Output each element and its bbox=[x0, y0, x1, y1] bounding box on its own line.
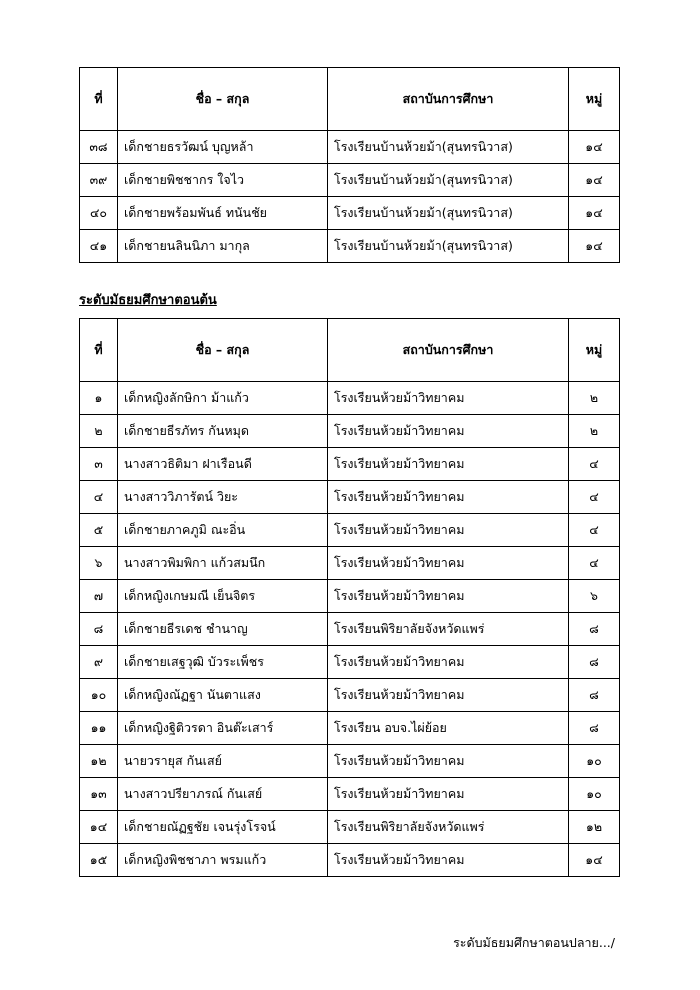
student-name: เด็กหญิงลักษิกา ม้าแก้ว bbox=[118, 382, 328, 415]
row-number: ๑๕ bbox=[80, 844, 118, 877]
row-number: ๓๘ bbox=[80, 131, 118, 164]
village-group: ๑๒ bbox=[569, 811, 620, 844]
student-name: เด็กชายธรวัฒน์ บุญหล้า bbox=[118, 131, 328, 164]
village-group: ๒ bbox=[569, 382, 620, 415]
student-name: เด็กชายณัฏฐชัย เจนรุ่งโรจน์ bbox=[118, 811, 328, 844]
table-row bbox=[80, 712, 620, 745]
table-row bbox=[80, 197, 620, 230]
table-row bbox=[80, 415, 620, 448]
school-name: โรงเรียนห้วยม้าวิทยาคม bbox=[328, 778, 569, 811]
student-name: นางสาววิภารัตน์ วิยะ bbox=[118, 481, 328, 514]
school-name: โรงเรียนห้วยม้าวิทยาคม bbox=[328, 547, 569, 580]
school-name: โรงเรียนบ้านห้วยม้า(สุนทรนิวาส) bbox=[328, 197, 569, 230]
village-group: ๔ bbox=[569, 514, 620, 547]
village-group: ๘ bbox=[569, 646, 620, 679]
village-group: ๖ bbox=[569, 580, 620, 613]
village-group: ๘ bbox=[569, 679, 620, 712]
school-name: โรงเรียน อบจ.ไผ่ย้อย bbox=[328, 712, 569, 745]
village-group: ๔ bbox=[569, 448, 620, 481]
table-body bbox=[80, 131, 620, 263]
school-name: โรงเรียนห้วยม้าวิทยาคม bbox=[328, 679, 569, 712]
table-row bbox=[80, 811, 620, 844]
school-name: โรงเรียนพิริยาลัยจังหวัดแพร่ bbox=[328, 811, 569, 844]
student-table-primary bbox=[79, 67, 620, 263]
student-name: เด็กชายเสฐวุฒิ บัวระเพ็ชร bbox=[118, 646, 328, 679]
village-group: ๘ bbox=[569, 613, 620, 646]
row-number: ๔๑ bbox=[80, 230, 118, 263]
student-name: เด็กชายภาคภูมิ ณะอิ่น bbox=[118, 514, 328, 547]
school-name: โรงเรียนพิริยาลัยจังหวัดแพร่ bbox=[328, 613, 569, 646]
student-name: นางสาวพิมพิกา แก้วสมนึก bbox=[118, 547, 328, 580]
table-header-row bbox=[80, 319, 620, 382]
table-row bbox=[80, 679, 620, 712]
school-name: โรงเรียนห้วยม้าวิทยาคม bbox=[328, 580, 569, 613]
table-row bbox=[80, 230, 620, 263]
school-name: โรงเรียนห้วยม้าวิทยาคม bbox=[328, 646, 569, 679]
school-name: โรงเรียนห้วยม้าวิทยาคม bbox=[328, 448, 569, 481]
student-name: นางสาวปรียาภรณ์ กันเสย์ bbox=[118, 778, 328, 811]
school-name: โรงเรียนห้วยม้าวิทยาคม bbox=[328, 382, 569, 415]
student-table-lower-secondary bbox=[79, 318, 620, 877]
table-row bbox=[80, 131, 620, 164]
row-number: ๑๒ bbox=[80, 745, 118, 778]
row-number: ๕ bbox=[80, 514, 118, 547]
village-group: ๑๔ bbox=[569, 197, 620, 230]
row-number: ๑ bbox=[80, 382, 118, 415]
school-name: โรงเรียนห้วยม้าวิทยาคม bbox=[328, 844, 569, 877]
table-row bbox=[80, 164, 620, 197]
header-no: ที่ bbox=[80, 319, 118, 382]
row-number: ๗ bbox=[80, 580, 118, 613]
row-number: ๓๙ bbox=[80, 164, 118, 197]
school-name: โรงเรียนห้วยม้าวิทยาคม bbox=[328, 481, 569, 514]
student-name: เด็กหญิงฐิติวรดา อินต๊ะเสาร์ bbox=[118, 712, 328, 745]
continuation-note: ระดับมัธยมศึกษาตอนปลาย.../ bbox=[453, 935, 615, 950]
village-group: ๑๔ bbox=[569, 230, 620, 263]
student-name: เด็กชายนลินนิภา มากุล bbox=[118, 230, 328, 263]
row-number: ๘ bbox=[80, 613, 118, 646]
row-number: ๒ bbox=[80, 415, 118, 448]
table-row bbox=[80, 844, 620, 877]
row-number: ๑๓ bbox=[80, 778, 118, 811]
row-number: ๔๐ bbox=[80, 197, 118, 230]
village-group: ๑๔ bbox=[569, 164, 620, 197]
school-name: โรงเรียนบ้านห้วยม้า(สุนทรนิวาส) bbox=[328, 164, 569, 197]
row-number: ๙ bbox=[80, 646, 118, 679]
village-group: ๘ bbox=[569, 712, 620, 745]
row-number: ๔ bbox=[80, 481, 118, 514]
row-number: ๑๑ bbox=[80, 712, 118, 745]
village-group: ๑๔ bbox=[569, 844, 620, 877]
village-group: ๑๐ bbox=[569, 778, 620, 811]
row-number: ๖ bbox=[80, 547, 118, 580]
header-school: สถาบันการศึกษา bbox=[328, 319, 569, 382]
header-school: สถาบันการศึกษา bbox=[328, 68, 569, 131]
table-row bbox=[80, 448, 620, 481]
table-row bbox=[80, 547, 620, 580]
school-name: โรงเรียนห้วยม้าวิทยาคม bbox=[328, 415, 569, 448]
header-name: ชื่อ – สกุล bbox=[118, 319, 328, 382]
school-name: โรงเรียนบ้านห้วยม้า(สุนทรนิวาส) bbox=[328, 230, 569, 263]
table-row bbox=[80, 514, 620, 547]
school-name: โรงเรียนห้วยม้าวิทยาคม bbox=[328, 514, 569, 547]
student-name: เด็กชายธีรภัทร กันหมุด bbox=[118, 415, 328, 448]
row-number: ๑๐ bbox=[80, 679, 118, 712]
table-row bbox=[80, 382, 620, 415]
header-group: หมู่ bbox=[569, 319, 620, 382]
table-header-row bbox=[80, 68, 620, 131]
village-group: ๒ bbox=[569, 415, 620, 448]
table-row bbox=[80, 646, 620, 679]
school-name: โรงเรียนห้วยม้าวิทยาคม bbox=[328, 745, 569, 778]
table-row bbox=[80, 778, 620, 811]
student-name: เด็กชายพิชชากร ใจไว bbox=[118, 164, 328, 197]
table-body bbox=[80, 382, 620, 877]
row-number: ๓ bbox=[80, 448, 118, 481]
student-name: เด็กหญิงณัฏฐา นันตาแสง bbox=[118, 679, 328, 712]
table-row bbox=[80, 745, 620, 778]
village-group: ๑๐ bbox=[569, 745, 620, 778]
student-name: เด็กหญิงพิชชาภา พรมแก้ว bbox=[118, 844, 328, 877]
table-row bbox=[80, 481, 620, 514]
village-group: ๔ bbox=[569, 547, 620, 580]
school-name: โรงเรียนบ้านห้วยม้า(สุนทรนิวาส) bbox=[328, 131, 569, 164]
section-heading: ระดับมัธยมศึกษาตอนต้น bbox=[79, 293, 217, 308]
student-name: เด็กชายธีรเดช ชำนาญ bbox=[118, 613, 328, 646]
header-group: หมู่ bbox=[569, 68, 620, 131]
table-row bbox=[80, 580, 620, 613]
table-row bbox=[80, 613, 620, 646]
student-name: เด็กชายพร้อมพันธ์ ทนันชัย bbox=[118, 197, 328, 230]
student-name: นางสาวธิติมา ฝาเรือนดี bbox=[118, 448, 328, 481]
row-number: ๑๔ bbox=[80, 811, 118, 844]
village-group: ๑๔ bbox=[569, 131, 620, 164]
student-name: เด็กหญิงเกษมณี เย็นจิตร bbox=[118, 580, 328, 613]
student-name: นายวรายุส กันเสย์ bbox=[118, 745, 328, 778]
header-name: ชื่อ – สกุล bbox=[118, 68, 328, 131]
village-group: ๔ bbox=[569, 481, 620, 514]
header-no: ที่ bbox=[80, 68, 118, 131]
